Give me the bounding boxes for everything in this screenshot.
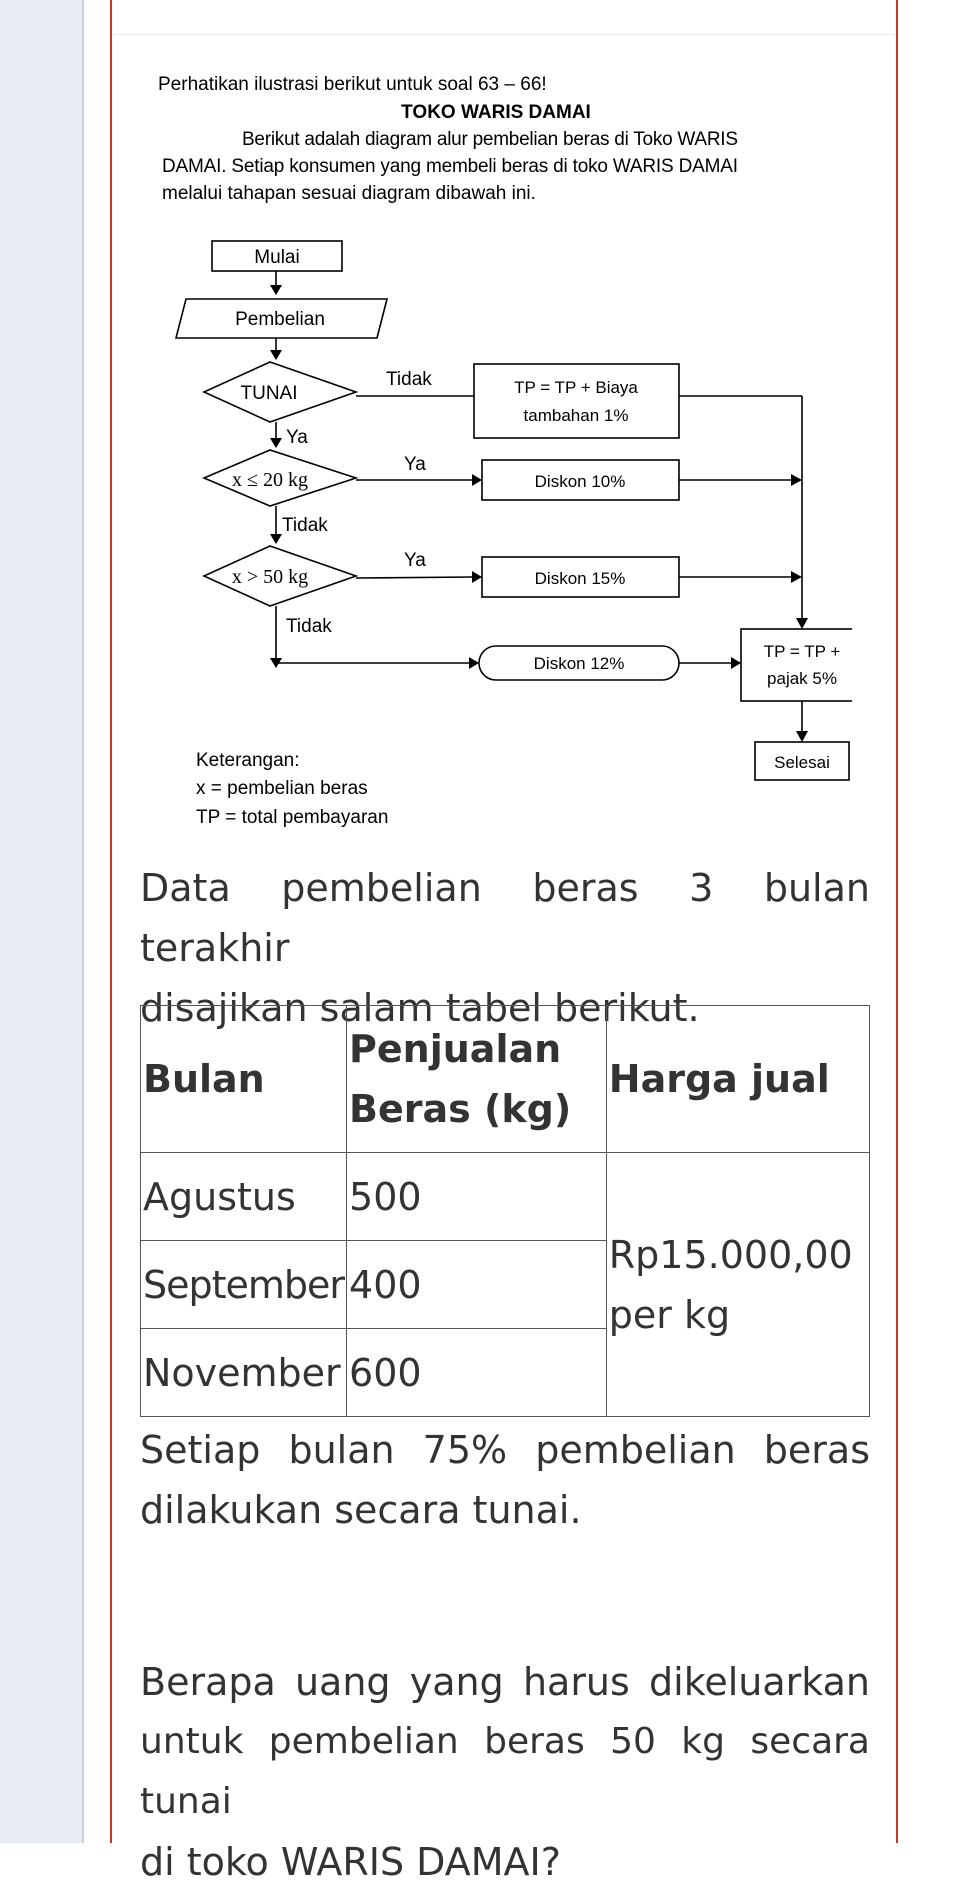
legend-x: x = pembelian beras xyxy=(196,778,368,799)
edge-label-tidak-3: Tidak xyxy=(286,616,332,637)
process-pajak xyxy=(741,629,852,701)
cell-bulan: November xyxy=(141,1329,347,1417)
question-line-3: di toko WARIS DAMAI? xyxy=(140,1840,561,1884)
left-gutter xyxy=(0,0,84,1843)
edge-label-ya-3: Ya xyxy=(404,550,426,571)
cell-bulan: September xyxy=(141,1241,347,1329)
paragraph-data-line-2: disajikan salam tabel berikut. xyxy=(140,986,700,1030)
legend-tp: TP = total pembayaran xyxy=(196,807,389,828)
paragraph-data-line-1: Data pembelian beras 3 bulan terakhir xyxy=(140,866,870,970)
start-label: Mulai xyxy=(254,247,300,268)
intro-title: TOKO WARIS DAMAI xyxy=(401,102,591,123)
decision-x-le-20-label: x ≤ 20 kg xyxy=(232,469,308,491)
table-header-row xyxy=(141,1006,870,1153)
col-header-penjualan-line-2: Beras (kg) xyxy=(349,1087,572,1131)
col-header-bulan: Bulan xyxy=(141,1006,347,1153)
process-diskon-15-label: Diskon 15% xyxy=(534,569,626,588)
process-biaya-tambahan xyxy=(474,364,679,438)
legend-title: Keterangan: xyxy=(196,750,300,771)
cell-kg: 600 xyxy=(347,1329,607,1417)
paragraph-cash-line-2: dilakukan secara tunai. xyxy=(140,1488,582,1532)
intro-para-2: DAMAI. Setiap konsumen yang membeli beras di toko WARIS DAMAI xyxy=(162,156,738,177)
card-top-divider xyxy=(112,0,896,35)
col-header-penjualan xyxy=(347,1006,607,1153)
paragraph-cash xyxy=(140,1420,870,1540)
question-text xyxy=(140,1652,870,1892)
cell-kg: 500 xyxy=(347,1153,607,1241)
intro-para-3: melalui tahapan sesuai diagram dibawah ini. xyxy=(162,183,536,204)
question-line-1: Berapa uang yang harus dikeluarkan xyxy=(140,1660,870,1704)
process-diskon-12-label: Diskon 12% xyxy=(533,654,625,673)
cell-kg: 400 xyxy=(347,1241,607,1329)
paragraph-cash-line-1: Setiap bulan 75% pembelian beras xyxy=(140,1428,870,1472)
cell-harga-line-1: Rp15.000,00 xyxy=(608,1232,853,1277)
end-label: Selesai xyxy=(774,753,830,772)
col-header-harga: Harga jual xyxy=(606,1006,869,1153)
edge-label-ya-2: Ya xyxy=(404,454,426,475)
input-label: Pembelian xyxy=(235,309,325,330)
question-line-2: untuk pembelian beras 50 kg secara tunai xyxy=(140,1721,870,1822)
cell-bulan: Agustus xyxy=(141,1153,347,1241)
cell-harga xyxy=(606,1153,869,1417)
flowchart-figure xyxy=(152,60,852,830)
cell-harga-line-2: per kg xyxy=(608,1292,731,1337)
process-biaya-label-2: tambahan 1% xyxy=(523,406,629,425)
intro-line: Perhatikan ilustrasi berikut untuk soal 63 – 66! xyxy=(158,74,547,95)
table-row xyxy=(141,1153,870,1241)
process-diskon-10-label: Diskon 10% xyxy=(534,472,626,491)
edge-label-ya-1: Ya xyxy=(286,427,308,448)
edge-label-tidak-1: Tidak xyxy=(386,369,432,390)
process-pajak-label-2: pajak 5% xyxy=(767,669,837,688)
intro-para-1: Berikut adalah diagram alur pembelian beras di Toko WARIS xyxy=(242,129,738,150)
col-header-penjualan-line-1: Penjualan xyxy=(349,1027,562,1071)
process-pajak-label-1: TP = TP + xyxy=(763,642,841,661)
edge-label-tidak-2: Tidak xyxy=(282,515,328,536)
decision-x-gt-50-label: x > 50 kg xyxy=(231,566,309,588)
process-biaya-label-1: TP = TP + Biaya xyxy=(514,378,638,397)
decision-tunai-label: TUNAI xyxy=(240,383,298,404)
question-card xyxy=(110,0,898,1884)
sales-table xyxy=(140,1005,870,1417)
